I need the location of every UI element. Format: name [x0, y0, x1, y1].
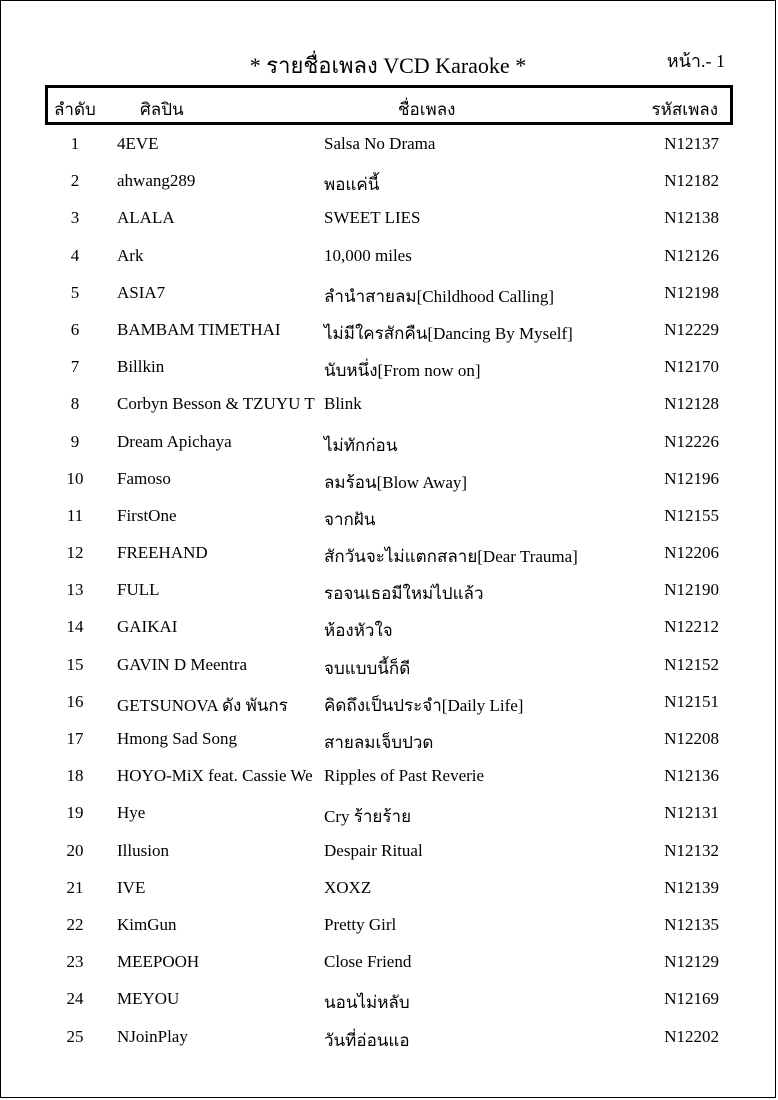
row-code: N12208 [664, 729, 719, 748]
row-artist: MEYOU [117, 989, 180, 1009]
header-no: ลำดับ [54, 100, 96, 119]
page-number: หน้า.- 1 [666, 51, 725, 71]
row-code: N12137 [664, 134, 719, 153]
row-artist: Hmong Sad Song [117, 729, 237, 748]
row-artist: HOYO-MiX feat. Cassie We [117, 766, 313, 786]
row-number: 20 [66, 840, 84, 860]
row-song: นับหนึ่ง[From now on] [324, 361, 481, 381]
row-song: SWEET LIES [324, 208, 421, 228]
row-number: 10 [66, 468, 84, 488]
table-row [1, 535, 777, 572]
row-code: N12202 [664, 1026, 719, 1046]
row-code: N12152 [664, 654, 719, 674]
table-row [1, 609, 777, 646]
row-artist: BAMBAM TIMETHAI [117, 319, 281, 339]
row-code: N12206 [664, 543, 719, 563]
row-song: จบแบบนี้ก็ดี [324, 658, 411, 678]
row-code: N12136 [664, 766, 719, 786]
row-code: N12196 [664, 468, 719, 488]
row-artist: FREEHAND [117, 543, 208, 563]
row-song: Pretty Girl [324, 914, 397, 934]
row-number: 4 [70, 245, 80, 265]
row-song: ลำนำสายลม[Childhood Calling] [324, 286, 555, 306]
table-row [1, 684, 777, 721]
row-song: ไม่ทักก่อน [324, 435, 398, 455]
row-song: Blink [324, 394, 362, 414]
row-code: N12169 [664, 989, 719, 1009]
row-number: 8 [70, 394, 80, 414]
table-row [1, 721, 777, 758]
row-artist: Ark [117, 245, 144, 265]
table-row [1, 386, 777, 423]
row-number: 17 [66, 729, 84, 748]
table-row [1, 163, 777, 200]
row-artist: GAIKAI [117, 617, 178, 637]
table-row [1, 758, 777, 795]
header-artist: ศิลปิน [140, 100, 184, 119]
row-artist: Corbyn Besson & TZUYU T [117, 394, 315, 414]
table-row [1, 275, 777, 312]
row-code: N12151 [664, 691, 719, 711]
table-row [1, 424, 777, 461]
row-code: N12126 [664, 245, 719, 265]
table-row [1, 572, 777, 609]
row-number: 24 [66, 989, 84, 1009]
table-row [1, 833, 777, 870]
row-code: N12129 [664, 952, 719, 972]
row-number: 22 [66, 914, 84, 934]
row-artist: 4EVE [117, 134, 159, 153]
row-number: 16 [66, 691, 84, 711]
row-number: 3 [70, 208, 80, 228]
row-artist: KimGun [117, 914, 177, 934]
row-code: N12229 [664, 319, 719, 339]
row-number: 1 [70, 134, 80, 153]
row-song: 10,000 miles [324, 245, 412, 265]
table-row [1, 312, 777, 349]
row-song: XOXZ [324, 877, 372, 897]
row-song: ลมร้อน[Blow Away] [324, 472, 468, 492]
table-header [45, 85, 733, 125]
row-artist: ahwang289 [117, 171, 196, 191]
row-number: 18 [66, 766, 84, 786]
table-row [1, 981, 777, 1018]
row-number: 21 [66, 877, 84, 897]
row-song: Despair Ritual [324, 840, 423, 860]
row-code: N12212 [664, 617, 719, 637]
row-code: N12138 [664, 208, 719, 228]
table-row [1, 461, 777, 498]
row-artist: GAVIN D Meentra [117, 654, 247, 674]
row-artist: Dream Apichaya [117, 431, 232, 451]
row-number: 11 [66, 505, 84, 525]
row-song: ห้องหัวใจ [324, 621, 393, 641]
row-song: ไม่มีใครสักคืน[Dancing By Myself] [324, 323, 573, 343]
row-song: รอจนเธอมีใหม่ไปแล้ว [324, 584, 484, 604]
row-number: 5 [70, 282, 80, 302]
row-song: คิดถึงเป็นประจำ[Daily Life] [324, 695, 524, 715]
table-row [1, 907, 777, 944]
row-number: 19 [66, 803, 84, 823]
row-artist: Hye [117, 803, 146, 823]
row-code: N12190 [664, 580, 719, 600]
row-song: วันที่อ่อนแอ [324, 1030, 410, 1050]
table-row [1, 200, 777, 237]
row-number: 13 [66, 580, 84, 600]
row-song: Close Friend [324, 952, 412, 972]
table-row [1, 795, 777, 832]
row-artist: ALALA [117, 208, 175, 228]
header-code: รหัสเพลง [651, 100, 718, 119]
row-song: Cry ร้ายร้าย [324, 807, 412, 827]
table-row [1, 1019, 777, 1056]
table-row [1, 647, 777, 684]
page-title: * รายชื่อเพลง VCD Karaoke * [249, 53, 527, 78]
row-code: N12128 [664, 394, 719, 414]
row-code: N12182 [664, 171, 719, 191]
table-row [1, 870, 777, 907]
row-number: 25 [66, 1026, 84, 1046]
row-code: N12155 [664, 505, 719, 525]
table-row [1, 944, 777, 981]
row-song: นอนไม่หลับ [324, 993, 410, 1013]
row-number: 6 [70, 319, 80, 339]
table-row [1, 126, 777, 163]
row-number: 7 [70, 357, 80, 377]
table-row [1, 238, 777, 275]
row-song: จากฝัน [324, 509, 376, 529]
row-artist: Famoso [117, 468, 171, 488]
row-number: 2 [70, 171, 80, 191]
row-artist: IVE [117, 877, 146, 897]
row-code: N12135 [664, 914, 719, 934]
row-song: Salsa No Drama [324, 134, 436, 153]
row-artist: FirstOne [117, 505, 177, 525]
row-artist: Billkin [117, 357, 165, 377]
row-number: 9 [70, 431, 80, 451]
row-song: Ripples of Past Reverie [324, 766, 485, 786]
table-row [1, 349, 777, 386]
row-code: N12170 [664, 357, 719, 377]
row-code: N12131 [664, 803, 719, 823]
table-row [1, 498, 777, 535]
row-artist: MEEPOOH [117, 952, 200, 972]
row-artist: Illusion [117, 840, 169, 860]
row-song: สายลมเจ็บปวด [324, 733, 434, 752]
song-list [1, 126, 777, 1056]
row-number: 23 [66, 952, 84, 972]
row-artist: FULL [117, 580, 160, 600]
row-code: N12226 [664, 431, 719, 451]
row-number: 14 [66, 617, 84, 637]
row-song: พอแค่นี้ [324, 175, 380, 195]
row-code: N12139 [664, 877, 719, 897]
row-code: N12132 [664, 840, 719, 860]
row-artist: GETSUNOVA ดัง พันกร [117, 695, 288, 715]
row-artist: ASIA7 [117, 282, 166, 302]
row-number: 12 [66, 543, 84, 563]
header-song: ชื่อเพลง [398, 100, 456, 119]
row-code: N12198 [664, 282, 719, 302]
row-song: สักวันจะไม่แตกสลาย[Dear Trauma] [324, 547, 578, 567]
row-number: 15 [66, 654, 84, 674]
row-artist: NJoinPlay [117, 1026, 188, 1046]
